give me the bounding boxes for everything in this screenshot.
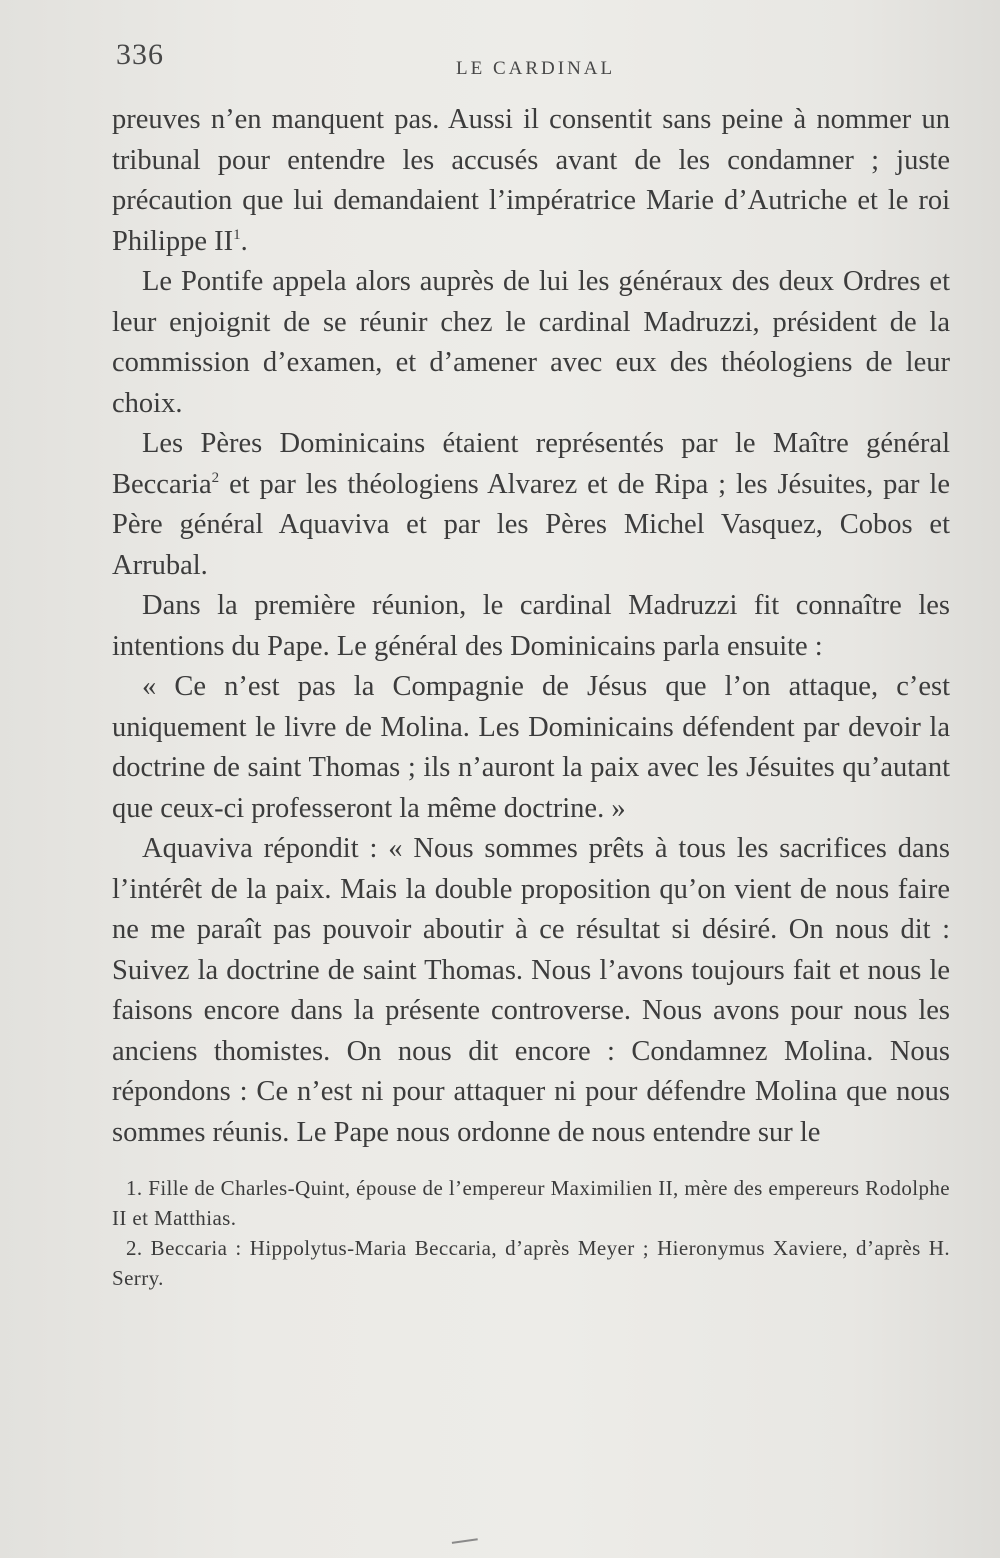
quotation-paragraph: « Ce n’est pas la Compagnie de Jésus que l’on attaque, c’est uniquement le livre de Molina. Les Dominicains défendent par devoir la doctrine de saint Thomas ; ils n’auront la paix avec les Jésuites qu’autant que ceux-ci professeront la même doctrine. » [112,671,950,824]
footnote [112,1173,950,1233]
print-mark [452,1538,478,1547]
footnote-ref[interactable]: 2 [211,469,220,486]
page-header [112,38,950,100]
footnote-text: Beccaria : Hippolytus-Maria Beccaria, d’après Meyer ; Hieronymus Xaviere, d’après H. Serry. [112,1236,950,1290]
paragraph: Le Pontife appela alors auprès de lui les généraux des deux Ordres et leur enjoignit de se réunir chez le cardinal Madruzzi, président de la commission d’examen, et d’amener avec eux des théologiens de leur choix. [112,266,950,419]
running-title: LE CARDINAL [456,58,616,79]
paragraph: Aquaviva répondit : « Nous sommes prêts à tous les sacrifices dans l’intérêt de la paix. Mais la double proposition qu’on vient de nous faire ne me paraît pas pouvoir aboutir à ce résultat si désiré. On nous dit : Suivez la doctrine de saint Thomas. Nous l’avons toujours fait et nous le faisons encore dans la présente controverse. Nous avons pour nous les anciens thomistes. On nous dit encore : Condamnez Molina. Nous répondons : Ce n’est ni pour attaquer ni pour défendre Molina que nous sommes réunis. Le Pape nous ordonne de nous entendre sur le [112,833,950,1148]
paragraph: Dans la première réunion, le cardinal Madruzzi fit connaître les intentions du Pape. Le général des Dominicains parla ensuite : [112,590,950,662]
body-text [112,100,950,1153]
paragraph: Les Pères Dominicains étaient représentés par le Maître général Beccaria$^2$ et par les théologiens Alvarez et de Ripa ; les Jésuites, par le Père général Aquaviva et par les Pères Michel Vasquez, Cobos et Arrubal. [112,428,950,581]
footnotes [112,1173,950,1293]
footnote-number: 2. [126,1236,143,1260]
footnote-ref[interactable]: 1 [233,226,241,243]
paragraph: preuves n’en manquent pas. Aussi il consentit sans peine à nommer un tribunal pour entendre les accusés avant de les condamner ; juste précaution que lui demandaient l’impératrice Marie d’Autriche et le roi Philippe $II^1$. [112,104,950,257]
footnote-text: Fille de Charles-Quint, épouse de l’empereur Maximilien II, mère des empereurs Rodolphe II et Matthias. [112,1176,950,1230]
footnote [112,1233,950,1293]
footnote-number: 1. [126,1176,143,1200]
page-number: 336 [116,38,164,71]
